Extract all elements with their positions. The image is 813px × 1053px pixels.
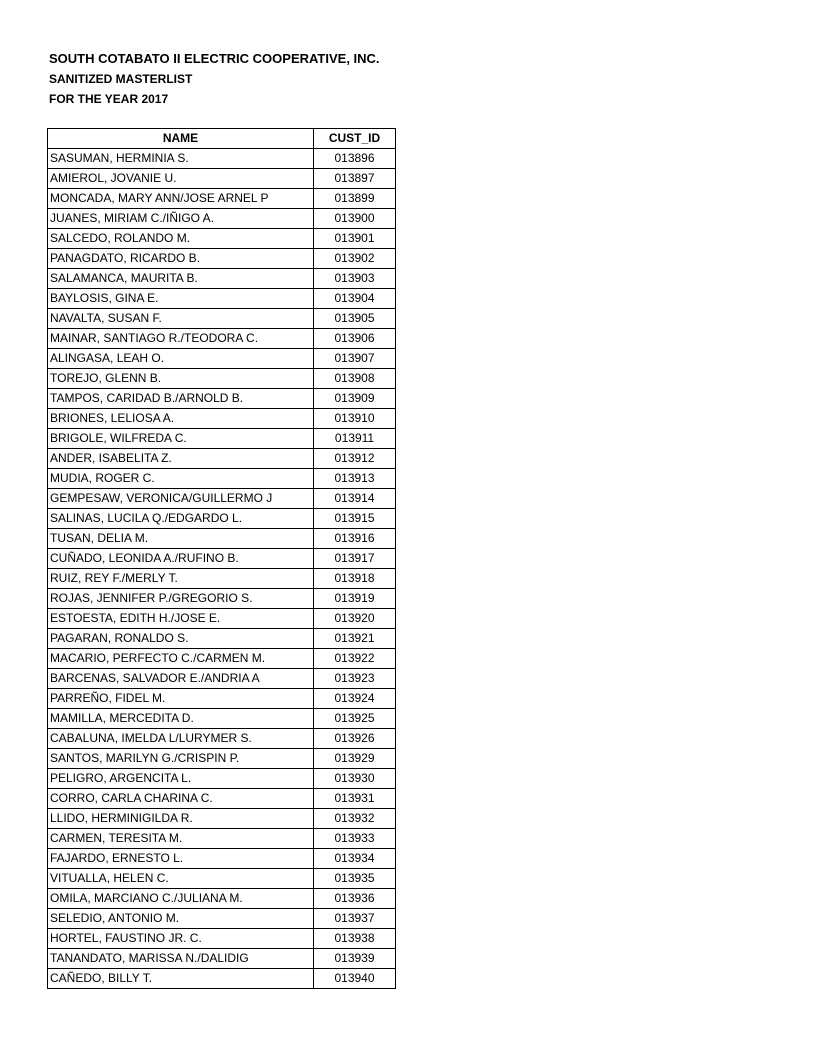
table-row: [48, 729, 396, 749]
customer-id-cell: 013931: [314, 789, 396, 809]
table-row: [48, 189, 396, 209]
table-row: [48, 309, 396, 329]
table-row: [48, 469, 396, 489]
customer-name-cell: SASUMAN, HERMINIA S.: [48, 149, 314, 169]
table-row: [48, 169, 396, 189]
customer-name-cell: TOREJO, GLENN B.: [48, 369, 314, 389]
customer-id-cell: 013901: [314, 229, 396, 249]
customer-id-cell: 013929: [314, 749, 396, 769]
customer-id-cell: 013909: [314, 389, 396, 409]
company-name: SOUTH COTABATO II ELECTRIC COOPERATIVE, INC.: [49, 51, 380, 66]
table-row: [48, 229, 396, 249]
table-row: [48, 849, 396, 869]
customer-name-cell: CABALUNA, IMELDA L/LURYMER S.: [48, 729, 314, 749]
table-header-row: [48, 129, 396, 149]
table-row: [48, 669, 396, 689]
customer-id-cell: 013937: [314, 909, 396, 929]
customer-id-cell: 013907: [314, 349, 396, 369]
customer-name-cell: CORRO, CARLA CHARINA C.: [48, 789, 314, 809]
table-row: [48, 629, 396, 649]
customer-name-cell: CARMEN, TERESITA M.: [48, 829, 314, 849]
customer-id-cell: 013910: [314, 409, 396, 429]
customer-id-cell: 013904: [314, 289, 396, 309]
customer-name-cell: BARCENAS, SALVADOR E./ANDRIA A: [48, 669, 314, 689]
table-row: [48, 829, 396, 849]
customer-name-cell: RUIZ, REY F./MERLY T.: [48, 569, 314, 589]
customer-name-cell: VITUALLA, HELEN C.: [48, 869, 314, 889]
table-row: [48, 489, 396, 509]
customer-id-cell: 013913: [314, 469, 396, 489]
customer-id-cell: 013924: [314, 689, 396, 709]
customer-id-cell: 013926: [314, 729, 396, 749]
customer-id-cell: 013935: [314, 869, 396, 889]
customer-id-cell: 013920: [314, 609, 396, 629]
table-row: [48, 389, 396, 409]
table-row: [48, 249, 396, 269]
customer-name-cell: LLIDO, HERMINIGILDA R.: [48, 809, 314, 829]
customer-name-cell: PAGARAN, RONALDO S.: [48, 629, 314, 649]
customer-id-cell: 013908: [314, 369, 396, 389]
table-row: [48, 289, 396, 309]
table-row: [48, 529, 396, 549]
table-row: [48, 369, 396, 389]
customer-id-cell: 013917: [314, 549, 396, 569]
customer-id-cell: 013896: [314, 149, 396, 169]
customer-id-cell: 013916: [314, 529, 396, 549]
customer-name-cell: ESTOESTA, EDITH H./JOSE E.: [48, 609, 314, 629]
customer-id-cell: 013899: [314, 189, 396, 209]
table-row: [48, 409, 396, 429]
customer-name-cell: PARREÑO, FIDEL M.: [48, 689, 314, 709]
table-row: [48, 609, 396, 629]
customer-name-cell: BAYLOSIS, GINA E.: [48, 289, 314, 309]
customer-name-cell: SANTOS, MARILYN G./CRISPIN P.: [48, 749, 314, 769]
table-row: [48, 689, 396, 709]
masterlist-table: [47, 128, 396, 989]
customer-id-cell: 013914: [314, 489, 396, 509]
customer-name-cell: HORTEL, FAUSTINO JR. C.: [48, 929, 314, 949]
customer-id-cell: 013902: [314, 249, 396, 269]
table-row: [48, 889, 396, 909]
table-row: [48, 149, 396, 169]
table-row: [48, 929, 396, 949]
table-row: [48, 329, 396, 349]
customer-name-cell: FAJARDO, ERNESTO L.: [48, 849, 314, 869]
customer-name-cell: ANDER, ISABELITA Z.: [48, 449, 314, 469]
table-row: [48, 869, 396, 889]
table-row: [48, 429, 396, 449]
table-row: [48, 589, 396, 609]
customer-name-cell: SALAMANCA, MAURITA B.: [48, 269, 314, 289]
customer-id-cell: 013911: [314, 429, 396, 449]
customer-id-cell: 013900: [314, 209, 396, 229]
customer-id-cell: 013915: [314, 509, 396, 529]
customer-name-cell: JUANES, MIRIAM C./IÑIGO A.: [48, 209, 314, 229]
column-header-name: NAME: [48, 129, 314, 149]
customer-id-cell: 013922: [314, 649, 396, 669]
customer-name-cell: OMILA, MARCIANO C./JULIANA M.: [48, 889, 314, 909]
customer-id-cell: 013938: [314, 929, 396, 949]
customer-id-cell: 013930: [314, 769, 396, 789]
customer-id-cell: 013940: [314, 969, 396, 989]
document-subtitle: SANITIZED MASTERLIST: [49, 72, 193, 86]
table-row: [48, 569, 396, 589]
customer-id-cell: 013932: [314, 809, 396, 829]
column-header-cust-id: CUST_ID: [314, 129, 396, 149]
customer-id-cell: 013933: [314, 829, 396, 849]
table-row: [48, 709, 396, 729]
table-row: [48, 909, 396, 929]
table-row: [48, 769, 396, 789]
table-row: [48, 509, 396, 529]
customer-id-cell: 013905: [314, 309, 396, 329]
customer-id-cell: 013936: [314, 889, 396, 909]
customer-id-cell: 013912: [314, 449, 396, 469]
customer-name-cell: AMIEROL, JOVANIE U.: [48, 169, 314, 189]
customer-id-cell: 013925: [314, 709, 396, 729]
document-header: [49, 49, 380, 109]
customer-name-cell: MACARIO, PERFECTO C./CARMEN M.: [48, 649, 314, 669]
customer-name-cell: SALCEDO, ROLANDO M.: [48, 229, 314, 249]
customer-name-cell: PELIGRO, ARGENCITA L.: [48, 769, 314, 789]
table-row: [48, 649, 396, 669]
customer-name-cell: TAMPOS, CARIDAD B./ARNOLD B.: [48, 389, 314, 409]
customer-name-cell: MONCADA, MARY ANN/JOSE ARNEL P: [48, 189, 314, 209]
customer-name-cell: GEMPESAW, VERONICA/GUILLERMO J: [48, 489, 314, 509]
customer-name-cell: PANAGDATO, RICARDO B.: [48, 249, 314, 269]
table-row: [48, 269, 396, 289]
customer-name-cell: CAÑEDO, BILLY T.: [48, 969, 314, 989]
customer-name-cell: TUSAN, DELIA M.: [48, 529, 314, 549]
customer-id-cell: 013934: [314, 849, 396, 869]
table-row: [48, 809, 396, 829]
table-row: [48, 349, 396, 369]
customer-name-cell: MUDIA, ROGER C.: [48, 469, 314, 489]
customer-name-cell: SELEDIO, ANTONIO M.: [48, 909, 314, 929]
customer-id-cell: 013939: [314, 949, 396, 969]
customer-name-cell: MAMILLA, MERCEDITA D.: [48, 709, 314, 729]
customer-id-cell: 013918: [314, 569, 396, 589]
customer-name-cell: TANANDATO, MARISSA N./DALIDIG: [48, 949, 314, 969]
customer-id-cell: 013903: [314, 269, 396, 289]
customer-name-cell: BRIONES, LELIOSA A.: [48, 409, 314, 429]
customer-name-cell: NAVALTA, SUSAN F.: [48, 309, 314, 329]
customer-name-cell: CUÑADO, LEONIDA A./RUFINO B.: [48, 549, 314, 569]
customer-name-cell: ALINGASA, LEAH O.: [48, 349, 314, 369]
customer-id-cell: 013923: [314, 669, 396, 689]
table-row: [48, 209, 396, 229]
table-row: [48, 949, 396, 969]
customer-id-cell: 013906: [314, 329, 396, 349]
table-row: [48, 969, 396, 989]
table-row: [48, 449, 396, 469]
table-body: [48, 149, 396, 989]
customer-id-cell: 013897: [314, 169, 396, 189]
table-row: [48, 549, 396, 569]
customer-id-cell: 013919: [314, 589, 396, 609]
year-line: FOR THE YEAR 2017: [49, 92, 169, 106]
table-row: [48, 749, 396, 769]
customer-name-cell: MAINAR, SANTIAGO R./TEODORA C.: [48, 329, 314, 349]
customer-name-cell: SALINAS, LUCILA Q./EDGARDO L.: [48, 509, 314, 529]
table-row: [48, 789, 396, 809]
customer-name-cell: BRIGOLE, WILFREDA C.: [48, 429, 314, 449]
customer-id-cell: 013921: [314, 629, 396, 649]
customer-name-cell: ROJAS, JENNIFER P./GREGORIO S.: [48, 589, 314, 609]
